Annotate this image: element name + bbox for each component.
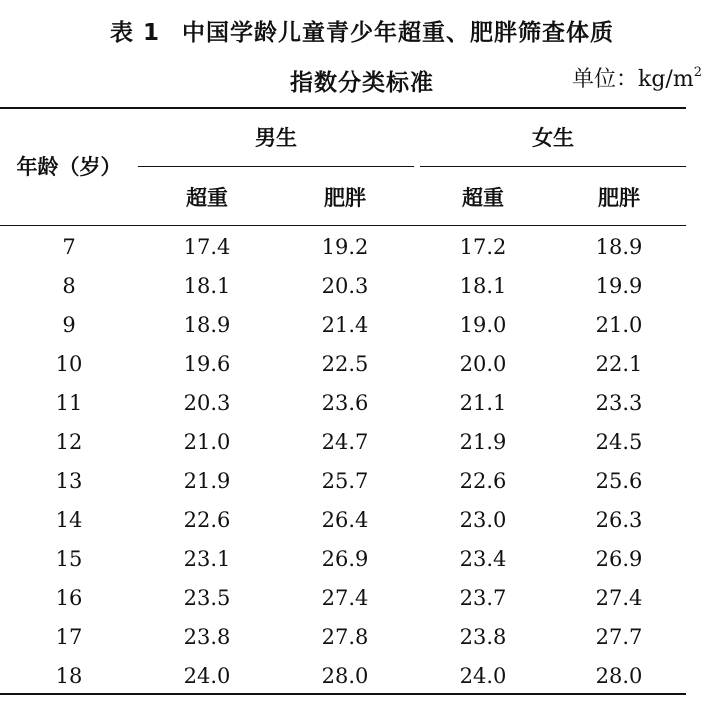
cell-girl-obese: 21.0 <box>595 313 643 337</box>
cell-boy-overweight: 18.1 <box>183 274 231 298</box>
cell-girl-overweight: 23.0 <box>459 508 507 532</box>
table-title-line1: 中国学龄儿童青少年超重、肥胖筛查体质 <box>182 20 614 46</box>
table-row <box>0 540 686 579</box>
cell-girl-overweight: 23.8 <box>459 625 507 649</box>
header-boys-overweight: 超重 <box>186 186 228 210</box>
cell-boy-overweight: 23.5 <box>183 586 231 610</box>
cell-age: 17 <box>55 625 83 649</box>
cell-girl-obese: 28.0 <box>595 664 643 688</box>
cell-girl-obese: 18.9 <box>595 235 643 259</box>
cell-age: 18 <box>55 664 83 688</box>
header-age: 年龄（岁） <box>16 155 122 179</box>
cell-boy-overweight: 18.9 <box>183 313 231 337</box>
cell-boy-obese: 23.6 <box>321 391 369 415</box>
cell-boy-overweight: 24.0 <box>183 664 231 688</box>
cell-girl-overweight: 21.1 <box>459 391 507 415</box>
table-title-line2: 指数分类标准 <box>290 70 434 96</box>
cell-age: 15 <box>55 547 83 571</box>
table-number: 表 1 <box>109 20 160 46</box>
cell-girl-overweight: 21.9 <box>459 430 507 454</box>
girls-group-rule <box>420 166 686 167</box>
cell-age: 12 <box>55 430 83 454</box>
cell-girl-overweight: 23.4 <box>459 547 507 571</box>
cell-boy-overweight: 20.3 <box>183 391 231 415</box>
cell-girl-obese: 27.7 <box>595 625 643 649</box>
cell-boy-obese: 22.5 <box>321 352 369 376</box>
header-boys: 男生 <box>255 126 297 150</box>
cell-boy-obese: 26.4 <box>321 508 369 532</box>
cell-age: 8 <box>62 274 76 298</box>
cell-girl-overweight: 23.7 <box>459 586 507 610</box>
cell-boy-obese: 26.9 <box>321 547 369 571</box>
cell-girl-obese: 19.9 <box>595 274 643 298</box>
cell-boy-overweight: 19.6 <box>183 352 231 376</box>
cell-girl-obese: 22.1 <box>595 352 643 376</box>
header-girls-obese: 肥胖 <box>598 186 640 210</box>
cell-girl-obese: 23.3 <box>595 391 643 415</box>
table-row <box>0 657 686 696</box>
header-boys-obese: 肥胖 <box>324 186 366 210</box>
table-row <box>0 267 686 306</box>
cell-boy-overweight: 22.6 <box>183 508 231 532</box>
cell-age: 13 <box>55 469 83 493</box>
cell-age: 9 <box>62 313 76 337</box>
table-bottom-rule <box>0 693 686 695</box>
table-row <box>0 423 686 462</box>
table-row <box>0 345 686 384</box>
unit-label <box>572 62 702 93</box>
cell-boy-obese: 24.7 <box>321 430 369 454</box>
cell-girl-overweight: 24.0 <box>459 664 507 688</box>
boys-group-rule <box>138 166 414 167</box>
cell-age: 10 <box>55 352 83 376</box>
cell-boy-obese: 20.3 <box>321 274 369 298</box>
header-bottom-rule <box>0 225 686 226</box>
cell-age: 16 <box>55 586 83 610</box>
cell-boy-obese: 25.7 <box>321 469 369 493</box>
unit-superscript: 2 <box>693 64 702 80</box>
cell-boy-overweight: 21.9 <box>183 469 231 493</box>
table-title <box>0 14 724 47</box>
table-row <box>0 384 686 423</box>
table-row <box>0 579 686 618</box>
cell-boy-obese: 21.4 <box>321 313 369 337</box>
cell-age: 14 <box>55 508 83 532</box>
cell-boy-overweight: 23.8 <box>183 625 231 649</box>
table-row <box>0 462 686 501</box>
header-girls: 女生 <box>532 126 574 150</box>
cell-girl-overweight: 19.0 <box>459 313 507 337</box>
cell-girl-overweight: 20.0 <box>459 352 507 376</box>
table-top-rule <box>0 107 686 109</box>
cell-girl-obese: 26.9 <box>595 547 643 571</box>
table-row <box>0 306 686 345</box>
cell-boy-overweight: 21.0 <box>183 430 231 454</box>
table-row <box>0 228 686 267</box>
cell-age: 11 <box>55 391 83 415</box>
cell-boy-obese: 27.8 <box>321 625 369 649</box>
cell-boy-obese: 28.0 <box>321 664 369 688</box>
table-row <box>0 501 686 540</box>
cell-girl-overweight: 18.1 <box>459 274 507 298</box>
table-row <box>0 618 686 657</box>
cell-girl-obese: 26.3 <box>595 508 643 532</box>
header-girls-overweight: 超重 <box>462 186 504 210</box>
cell-girl-obese: 27.4 <box>595 586 643 610</box>
cell-boy-obese: 19.2 <box>321 235 369 259</box>
cell-boy-overweight: 17.4 <box>183 235 231 259</box>
cell-age: 7 <box>62 235 76 259</box>
cell-girl-obese: 25.6 <box>595 469 643 493</box>
cell-boy-overweight: 23.1 <box>183 547 231 571</box>
cell-boy-obese: 27.4 <box>321 586 369 610</box>
cell-girl-overweight: 22.6 <box>459 469 507 493</box>
cell-girl-obese: 24.5 <box>595 430 643 454</box>
unit-text: 单位：kg/m <box>572 67 694 92</box>
cell-girl-overweight: 17.2 <box>459 235 507 259</box>
